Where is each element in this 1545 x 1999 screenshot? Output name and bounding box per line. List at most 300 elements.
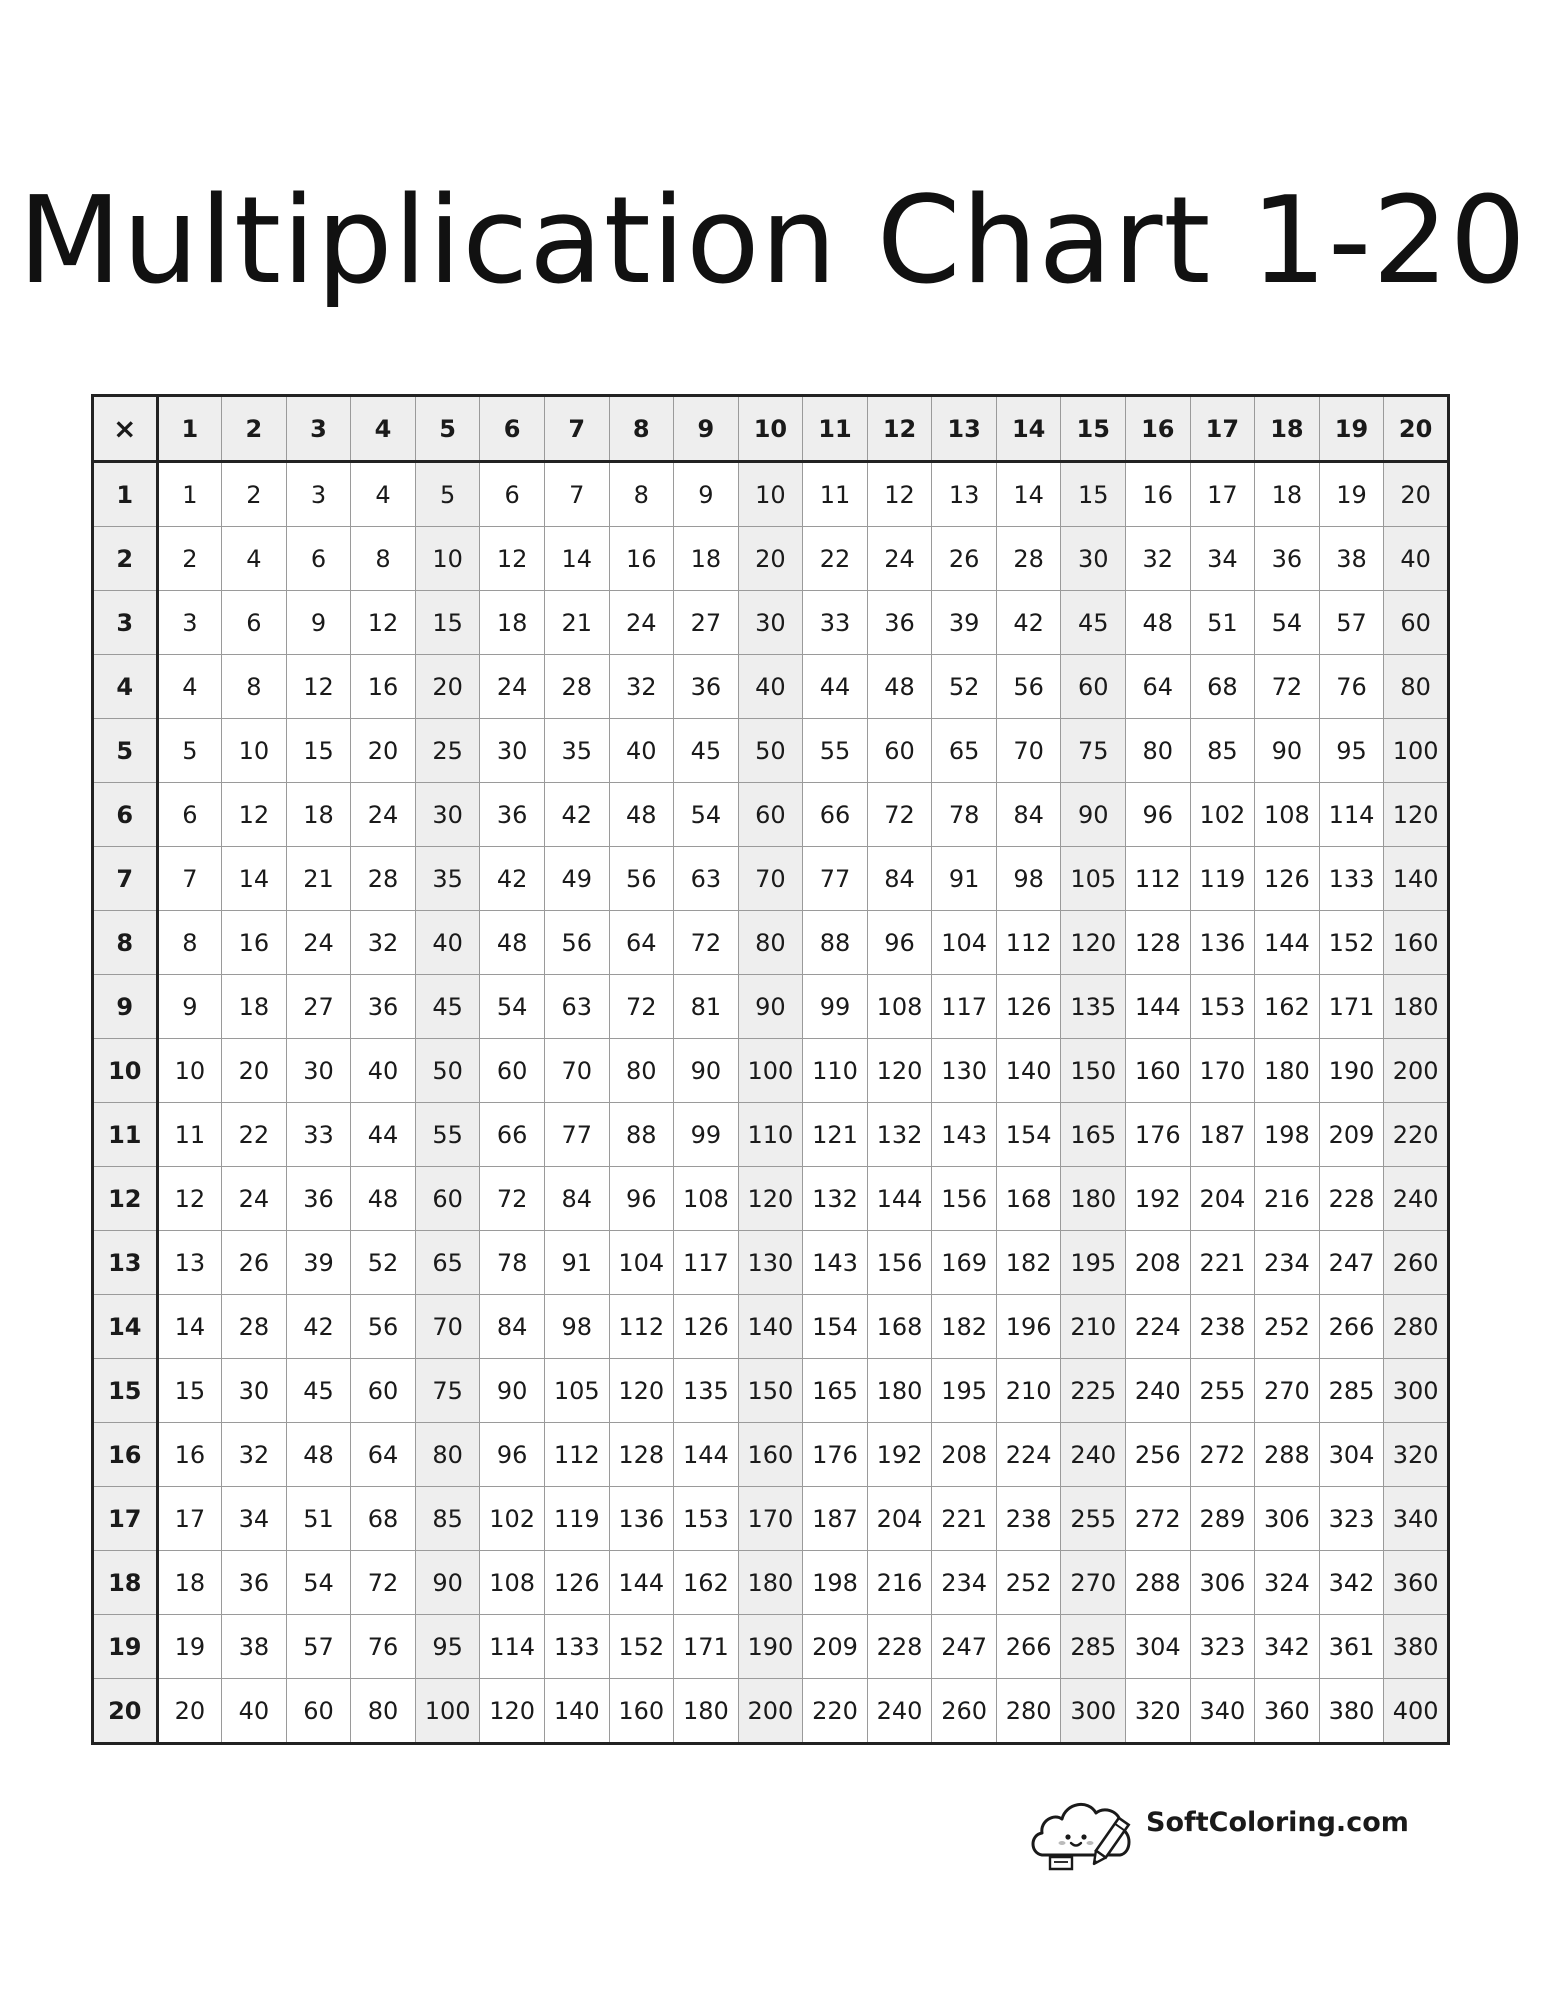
product-cell: 20 [738, 527, 803, 591]
product-cell: 68 [1190, 655, 1255, 719]
product-cell: 252 [1255, 1295, 1320, 1359]
product-cell: 220 [803, 1679, 868, 1744]
product-cell: 324 [1255, 1551, 1320, 1615]
product-cell: 78 [932, 783, 997, 847]
brand-footer [1028, 1783, 1408, 1873]
product-cell: 13 [157, 1231, 222, 1295]
product-cell: 20 [1384, 462, 1449, 527]
product-cell: 180 [674, 1679, 739, 1744]
product-cell: 12 [351, 591, 416, 655]
product-cell: 8 [157, 911, 222, 975]
product-cell: 150 [1061, 1039, 1126, 1103]
product-cell: 18 [157, 1551, 222, 1615]
product-cell: 90 [674, 1039, 739, 1103]
product-cell: 45 [286, 1359, 351, 1423]
product-cell: 285 [1319, 1359, 1384, 1423]
product-cell: 99 [674, 1103, 739, 1167]
product-cell: 195 [932, 1359, 997, 1423]
column-header: 3 [286, 396, 351, 462]
product-cell: 57 [286, 1615, 351, 1679]
product-cell: 12 [480, 527, 545, 591]
product-cell: 120 [738, 1167, 803, 1231]
column-header: 17 [1190, 396, 1255, 462]
product-cell: 77 [803, 847, 868, 911]
product-cell: 18 [480, 591, 545, 655]
product-cell: 7 [157, 847, 222, 911]
product-cell: 228 [867, 1615, 932, 1679]
product-cell: 8 [609, 462, 674, 527]
column-header: 2 [222, 396, 287, 462]
product-cell: 99 [803, 975, 868, 1039]
product-cell: 20 [157, 1679, 222, 1744]
product-cell: 54 [674, 783, 739, 847]
product-cell: 5 [157, 719, 222, 783]
product-cell: 11 [157, 1103, 222, 1167]
product-cell: 126 [674, 1295, 739, 1359]
product-cell: 320 [1384, 1423, 1449, 1487]
product-cell: 132 [803, 1167, 868, 1231]
product-cell: 63 [544, 975, 609, 1039]
table-row [93, 1551, 1449, 1615]
product-cell: 240 [1126, 1359, 1191, 1423]
product-cell: 240 [1061, 1423, 1126, 1487]
product-cell: 70 [415, 1295, 480, 1359]
product-cell: 96 [1126, 783, 1191, 847]
product-cell: 133 [1319, 847, 1384, 911]
product-cell: 40 [738, 655, 803, 719]
table-row [93, 591, 1449, 655]
product-cell: 180 [1255, 1039, 1320, 1103]
product-cell: 209 [1319, 1103, 1384, 1167]
product-cell: 11 [803, 462, 868, 527]
table-row [93, 1231, 1449, 1295]
product-cell: 18 [222, 975, 287, 1039]
product-cell: 6 [157, 783, 222, 847]
product-cell: 66 [480, 1103, 545, 1167]
product-cell: 21 [544, 591, 609, 655]
product-cell: 84 [996, 783, 1061, 847]
product-cell: 112 [996, 911, 1061, 975]
product-cell: 48 [480, 911, 545, 975]
product-cell: 280 [996, 1679, 1061, 1744]
product-cell: 238 [1190, 1295, 1255, 1359]
table-row [93, 1615, 1449, 1679]
product-cell: 112 [544, 1423, 609, 1487]
multiplication-table [91, 394, 1450, 1745]
product-cell: 70 [738, 847, 803, 911]
product-cell: 300 [1384, 1359, 1449, 1423]
product-cell: 144 [1255, 911, 1320, 975]
product-cell: 130 [932, 1039, 997, 1103]
product-cell: 36 [351, 975, 416, 1039]
product-cell: 228 [1319, 1167, 1384, 1231]
product-cell: 88 [803, 911, 868, 975]
product-cell: 247 [1319, 1231, 1384, 1295]
product-cell: 380 [1384, 1615, 1449, 1679]
product-cell: 28 [996, 527, 1061, 591]
product-cell: 90 [1061, 783, 1126, 847]
product-cell: 16 [351, 655, 416, 719]
product-cell: 72 [1255, 655, 1320, 719]
product-cell: 90 [738, 975, 803, 1039]
product-cell: 33 [286, 1103, 351, 1167]
table-row [93, 655, 1449, 719]
table-row [93, 1295, 1449, 1359]
product-cell: 190 [738, 1615, 803, 1679]
product-cell: 15 [286, 719, 351, 783]
table-row [93, 1487, 1449, 1551]
product-cell: 252 [996, 1551, 1061, 1615]
product-cell: 154 [996, 1103, 1061, 1167]
product-cell: 42 [544, 783, 609, 847]
product-cell: 75 [1061, 719, 1126, 783]
product-cell: 120 [609, 1359, 674, 1423]
product-cell: 342 [1319, 1551, 1384, 1615]
product-cell: 50 [415, 1039, 480, 1103]
row-header: 20 [93, 1679, 158, 1744]
product-cell: 84 [867, 847, 932, 911]
column-header: 4 [351, 396, 416, 462]
product-cell: 72 [609, 975, 674, 1039]
product-cell: 40 [1384, 527, 1449, 591]
table-row [93, 1039, 1449, 1103]
product-cell: 10 [415, 527, 480, 591]
product-cell: 4 [351, 462, 416, 527]
column-header: 18 [1255, 396, 1320, 462]
table-row [93, 1423, 1449, 1487]
product-cell: 260 [932, 1679, 997, 1744]
product-cell: 44 [351, 1103, 416, 1167]
row-header: 1 [93, 462, 158, 527]
product-cell: 34 [222, 1487, 287, 1551]
product-cell: 18 [1255, 462, 1320, 527]
product-cell: 56 [351, 1295, 416, 1359]
product-cell: 22 [222, 1103, 287, 1167]
product-cell: 48 [351, 1167, 416, 1231]
product-cell: 3 [157, 591, 222, 655]
product-cell: 165 [1061, 1103, 1126, 1167]
product-cell: 30 [1061, 527, 1126, 591]
column-header: 20 [1384, 396, 1449, 462]
product-cell: 216 [867, 1551, 932, 1615]
product-cell: 100 [738, 1039, 803, 1103]
product-cell: 247 [932, 1615, 997, 1679]
product-cell: 152 [609, 1615, 674, 1679]
product-cell: 90 [1255, 719, 1320, 783]
product-cell: 105 [544, 1359, 609, 1423]
product-cell: 255 [1190, 1359, 1255, 1423]
product-cell: 6 [480, 462, 545, 527]
product-cell: 16 [609, 527, 674, 591]
column-header: 13 [932, 396, 997, 462]
product-cell: 171 [674, 1615, 739, 1679]
product-cell: 36 [480, 783, 545, 847]
product-cell: 320 [1126, 1679, 1191, 1744]
product-cell: 288 [1255, 1423, 1320, 1487]
product-cell: 144 [609, 1551, 674, 1615]
product-cell: 260 [1384, 1231, 1449, 1295]
product-cell: 306 [1255, 1487, 1320, 1551]
product-cell: 72 [351, 1551, 416, 1615]
product-cell: 153 [1190, 975, 1255, 1039]
row-header: 14 [93, 1295, 158, 1359]
product-cell: 117 [674, 1231, 739, 1295]
product-cell: 108 [1255, 783, 1320, 847]
product-cell: 30 [222, 1359, 287, 1423]
product-cell: 136 [1190, 911, 1255, 975]
product-cell: 133 [544, 1615, 609, 1679]
product-cell: 340 [1190, 1679, 1255, 1744]
product-cell: 70 [544, 1039, 609, 1103]
product-cell: 40 [609, 719, 674, 783]
product-cell: 72 [674, 911, 739, 975]
product-cell: 38 [1319, 527, 1384, 591]
product-cell: 108 [867, 975, 932, 1039]
product-cell: 72 [480, 1167, 545, 1231]
product-cell: 96 [867, 911, 932, 975]
product-cell: 8 [351, 527, 416, 591]
product-cell: 143 [932, 1103, 997, 1167]
table-row [93, 783, 1449, 847]
product-cell: 270 [1255, 1359, 1320, 1423]
product-cell: 54 [286, 1551, 351, 1615]
product-cell: 224 [1126, 1295, 1191, 1359]
table-row [93, 1359, 1449, 1423]
product-cell: 304 [1319, 1423, 1384, 1487]
product-cell: 84 [480, 1295, 545, 1359]
product-cell: 12 [157, 1167, 222, 1231]
product-cell: 210 [1061, 1295, 1126, 1359]
product-cell: 140 [1384, 847, 1449, 911]
product-cell: 20 [351, 719, 416, 783]
table-row [93, 975, 1449, 1039]
product-cell: 95 [415, 1615, 480, 1679]
product-cell: 100 [1384, 719, 1449, 783]
product-cell: 27 [674, 591, 739, 655]
product-cell: 120 [867, 1039, 932, 1103]
product-cell: 16 [157, 1423, 222, 1487]
product-cell: 340 [1384, 1487, 1449, 1551]
product-cell: 22 [803, 527, 868, 591]
product-cell: 98 [996, 847, 1061, 911]
product-cell: 14 [544, 527, 609, 591]
product-cell: 17 [157, 1487, 222, 1551]
product-cell: 63 [674, 847, 739, 911]
product-cell: 56 [996, 655, 1061, 719]
product-cell: 200 [738, 1679, 803, 1744]
product-cell: 120 [480, 1679, 545, 1744]
column-header: 14 [996, 396, 1061, 462]
row-header: 5 [93, 719, 158, 783]
product-cell: 40 [351, 1039, 416, 1103]
product-cell: 66 [803, 783, 868, 847]
product-cell: 108 [674, 1167, 739, 1231]
product-cell: 240 [867, 1679, 932, 1744]
product-cell: 76 [1319, 655, 1384, 719]
product-cell: 196 [996, 1295, 1061, 1359]
product-cell: 54 [1255, 591, 1320, 655]
row-header: 18 [93, 1551, 158, 1615]
product-cell: 60 [351, 1359, 416, 1423]
product-cell: 144 [674, 1423, 739, 1487]
product-cell: 34 [1190, 527, 1255, 591]
product-cell: 80 [1126, 719, 1191, 783]
product-cell: 150 [738, 1359, 803, 1423]
product-cell: 152 [1319, 911, 1384, 975]
product-cell: 28 [351, 847, 416, 911]
product-cell: 36 [1255, 527, 1320, 591]
product-cell: 91 [932, 847, 997, 911]
product-cell: 135 [1061, 975, 1126, 1039]
product-cell: 64 [1126, 655, 1191, 719]
product-cell: 160 [1384, 911, 1449, 975]
product-cell: 54 [480, 975, 545, 1039]
product-cell: 240 [1384, 1167, 1449, 1231]
product-cell: 9 [286, 591, 351, 655]
product-cell: 70 [996, 719, 1061, 783]
product-cell: 182 [996, 1231, 1061, 1295]
product-cell: 10 [157, 1039, 222, 1103]
product-cell: 48 [286, 1423, 351, 1487]
table-row [93, 911, 1449, 975]
product-cell: 361 [1319, 1615, 1384, 1679]
product-cell: 98 [544, 1295, 609, 1359]
product-cell: 90 [480, 1359, 545, 1423]
product-cell: 380 [1319, 1679, 1384, 1744]
product-cell: 65 [415, 1231, 480, 1295]
product-cell: 1 [157, 462, 222, 527]
product-cell: 126 [544, 1551, 609, 1615]
product-cell: 20 [415, 655, 480, 719]
product-cell: 234 [932, 1551, 997, 1615]
product-cell: 21 [286, 847, 351, 911]
product-cell: 105 [1061, 847, 1126, 911]
product-cell: 144 [867, 1167, 932, 1231]
product-cell: 102 [1190, 783, 1255, 847]
product-cell: 36 [867, 591, 932, 655]
product-cell: 45 [674, 719, 739, 783]
column-header: 15 [1061, 396, 1126, 462]
product-cell: 119 [1190, 847, 1255, 911]
corner-multiply-symbol: × [93, 396, 158, 462]
product-cell: 38 [222, 1615, 287, 1679]
product-cell: 104 [609, 1231, 674, 1295]
product-cell: 272 [1190, 1423, 1255, 1487]
product-cell: 255 [1061, 1487, 1126, 1551]
table-row [93, 527, 1449, 591]
product-cell: 5 [415, 462, 480, 527]
product-cell: 24 [867, 527, 932, 591]
product-cell: 15 [1061, 462, 1126, 527]
product-cell: 16 [222, 911, 287, 975]
column-header: 19 [1319, 396, 1384, 462]
product-cell: 216 [1255, 1167, 1320, 1231]
product-cell: 128 [1126, 911, 1191, 975]
table-row [93, 847, 1449, 911]
product-cell: 304 [1126, 1615, 1191, 1679]
product-cell: 84 [544, 1167, 609, 1231]
product-cell: 110 [738, 1103, 803, 1167]
product-cell: 135 [674, 1359, 739, 1423]
product-cell: 266 [996, 1615, 1061, 1679]
product-cell: 48 [867, 655, 932, 719]
product-cell: 96 [480, 1423, 545, 1487]
column-header: 10 [738, 396, 803, 462]
column-header: 7 [544, 396, 609, 462]
product-cell: 2 [157, 527, 222, 591]
product-cell: 204 [1190, 1167, 1255, 1231]
product-cell: 14 [222, 847, 287, 911]
product-cell: 165 [803, 1359, 868, 1423]
product-cell: 208 [932, 1423, 997, 1487]
product-cell: 25 [415, 719, 480, 783]
product-cell: 8 [222, 655, 287, 719]
column-header: 12 [867, 396, 932, 462]
row-header: 12 [93, 1167, 158, 1231]
product-cell: 80 [415, 1423, 480, 1487]
product-cell: 126 [996, 975, 1061, 1039]
table-row [93, 1103, 1449, 1167]
product-cell: 39 [932, 591, 997, 655]
product-cell: 42 [996, 591, 1061, 655]
product-cell: 95 [1319, 719, 1384, 783]
product-cell: 10 [222, 719, 287, 783]
row-header: 3 [93, 591, 158, 655]
product-cell: 80 [609, 1039, 674, 1103]
product-cell: 9 [157, 975, 222, 1039]
column-header: 8 [609, 396, 674, 462]
product-cell: 238 [996, 1487, 1061, 1551]
product-cell: 180 [1384, 975, 1449, 1039]
product-cell: 169 [932, 1231, 997, 1295]
product-cell: 30 [415, 783, 480, 847]
product-cell: 224 [996, 1423, 1061, 1487]
product-cell: 30 [286, 1039, 351, 1103]
product-cell: 195 [1061, 1231, 1126, 1295]
product-cell: 85 [1190, 719, 1255, 783]
product-cell: 18 [674, 527, 739, 591]
product-cell: 13 [932, 462, 997, 527]
brand-name: SoftColoring.com [1146, 1807, 1409, 1838]
product-cell: 60 [286, 1679, 351, 1744]
product-cell: 190 [1319, 1039, 1384, 1103]
column-header: 11 [803, 396, 868, 462]
product-cell: 32 [1126, 527, 1191, 591]
product-cell: 114 [480, 1615, 545, 1679]
column-header: 9 [674, 396, 739, 462]
product-cell: 143 [803, 1231, 868, 1295]
product-cell: 140 [544, 1679, 609, 1744]
product-cell: 182 [932, 1295, 997, 1359]
product-cell: 126 [1255, 847, 1320, 911]
product-cell: 49 [544, 847, 609, 911]
product-cell: 50 [738, 719, 803, 783]
product-cell: 60 [480, 1039, 545, 1103]
product-cell: 12 [867, 462, 932, 527]
product-cell: 360 [1384, 1551, 1449, 1615]
product-cell: 180 [738, 1551, 803, 1615]
product-cell: 187 [1190, 1103, 1255, 1167]
product-cell: 16 [1126, 462, 1191, 527]
table-row [93, 1679, 1449, 1744]
product-cell: 51 [286, 1487, 351, 1551]
product-cell: 88 [609, 1103, 674, 1167]
product-cell: 156 [867, 1231, 932, 1295]
product-cell: 65 [932, 719, 997, 783]
product-cell: 26 [932, 527, 997, 591]
product-cell: 220 [1384, 1103, 1449, 1167]
cloud-pencil-mascot-icon [1028, 1783, 1140, 1873]
